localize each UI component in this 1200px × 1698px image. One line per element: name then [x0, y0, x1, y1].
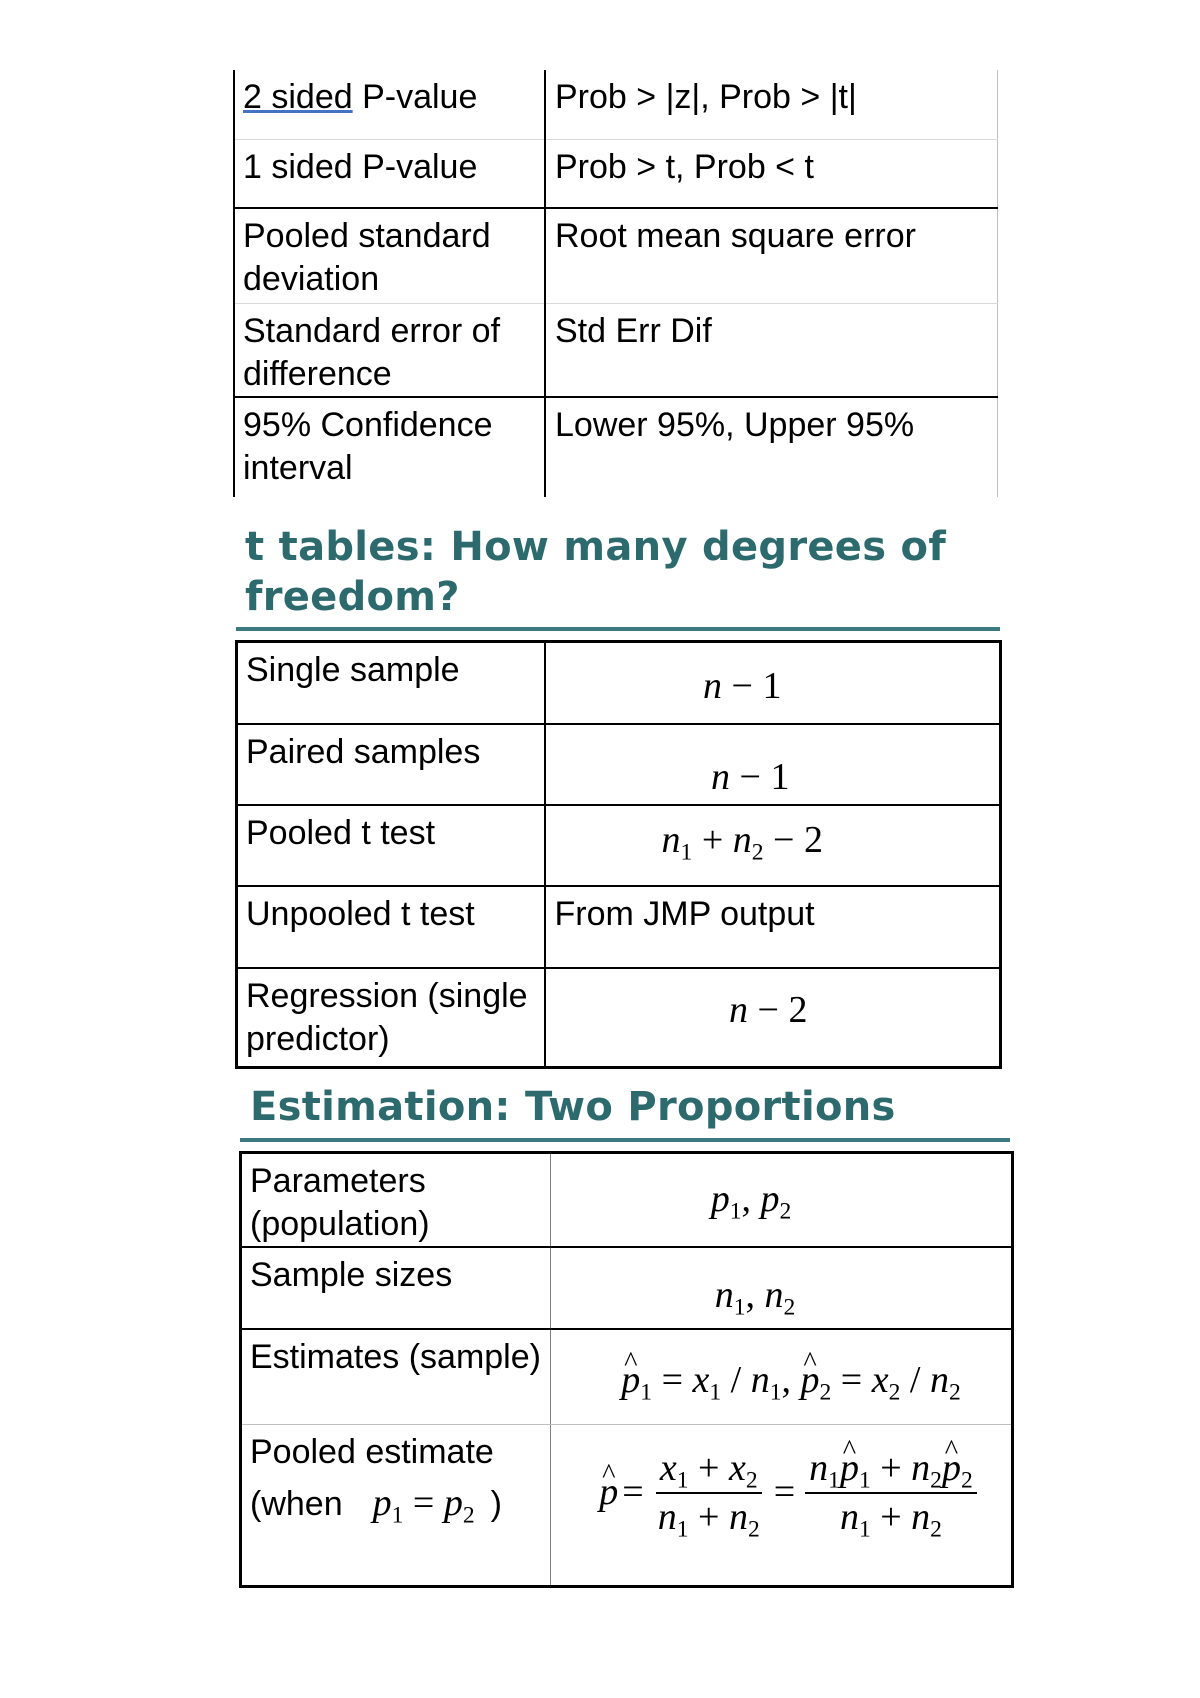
- df-table: [235, 640, 1002, 1069]
- proportion-label-cell: [241, 1424, 551, 1586]
- term-cell: Standard error of difference: [234, 303, 545, 397]
- pooled-condition-suffix: ): [490, 1484, 502, 1523]
- table-row: [237, 642, 1001, 724]
- pooled-estimate-formula: ^ p = $\frac{x_1 + x_2}{n_1 + n_2}$ = $\frac{n_1\^{} p_1 + n_2\^{} p_2}{n_1 + n_2}$: [599, 1447, 982, 1539]
- term-cell: 95% Confidence interval: [234, 397, 545, 497]
- term-cell: [234, 70, 545, 139]
- term-cell: 1 sided P-value: [234, 139, 545, 208]
- pooled-condition: [250, 1481, 550, 1529]
- proportion-value-cell: [551, 1247, 1013, 1329]
- t-tables-heading-rule: [236, 627, 1000, 631]
- pooled-estimate-label: Pooled estimate: [250, 1432, 494, 1471]
- estimation-heading-rule: [240, 1138, 1010, 1142]
- df-table-section: [235, 640, 1002, 1069]
- proportion-value-cell: [551, 1153, 1013, 1248]
- df-formula-n-minus-1: n − 1: [711, 756, 790, 798]
- df-formula-cell: [545, 724, 1001, 805]
- table-row: [237, 805, 1001, 886]
- pooled-condition-formula: $p_1 = p_2$: [372, 1481, 475, 1529]
- jmp-terms-table: [233, 70, 998, 497]
- table-row: [234, 139, 997, 208]
- table-row: [241, 1329, 1013, 1424]
- jmp-label-cell: Std Err Dif: [545, 303, 997, 397]
- jmp-label-cell: Lower 95%, Upper 95%: [545, 397, 997, 497]
- pooled-condition-prefix: (when: [250, 1484, 343, 1523]
- proportion-value-cell: [551, 1424, 1013, 1586]
- proportions-table: [239, 1151, 1014, 1588]
- parameters-formula: $p_1$, $p_2$: [710, 1178, 792, 1225]
- df-label-cell: Regression (single predictor): [237, 968, 545, 1068]
- table-row: [237, 724, 1001, 805]
- proportion-value-cell: [551, 1329, 1013, 1424]
- df-formula-cell: [545, 642, 1001, 724]
- table-row: [234, 397, 997, 497]
- table-row: [234, 70, 997, 139]
- df-formula-cell: From JMP output: [545, 886, 1001, 968]
- jmp-label-cell: Prob > t, Prob < t: [545, 139, 997, 208]
- df-label-cell: Pooled t test: [237, 805, 545, 886]
- table-row: [237, 886, 1001, 968]
- table-row: [237, 968, 1001, 1068]
- estimates-formula: ^ $p_1 = x_1 / n_1$, ^ $p_2 = x_2 / n_2$: [621, 1359, 960, 1401]
- df-formula-pooled: $n_1 + n_2 - 2$: [661, 819, 823, 866]
- proportion-label-cell: Parameters (population): [241, 1153, 551, 1248]
- fraction-weighted: $\frac{n_1\^{} p_1 + n_2\^{} p_2}{n_1 + n_2}$: [805, 1447, 977, 1539]
- df-formula-n-minus-2: n − 2: [729, 989, 808, 1032]
- jmp-label-cell: Root mean square error: [545, 208, 997, 303]
- df-label-cell: Single sample: [237, 642, 545, 724]
- df-formula-cell: [545, 968, 1001, 1068]
- df-label-cell: Paired samples: [237, 724, 545, 805]
- jmp-terms-table-section: [233, 70, 998, 497]
- table-row: [241, 1424, 1013, 1586]
- fraction-x1-x2: $\frac{x_1 + x_2}{n_1 + n_2}$: [657, 1446, 760, 1543]
- proportion-label-cell: Estimates (sample): [241, 1329, 551, 1424]
- term-rest-text: P-value: [352, 78, 478, 116]
- sample-sizes-formula: $n_1$, $n_2$: [714, 1274, 796, 1321]
- jmp-label-cell: Prob > |z|, Prob > |t|: [545, 70, 997, 139]
- estimation-heading: Estimation: Two Proportions: [250, 1084, 896, 1130]
- term-underlined-text: 2 sided: [243, 78, 353, 116]
- table-row: [234, 303, 997, 397]
- t-tables-heading: t tables: How many degrees of freedom?: [245, 524, 947, 620]
- proportions-table-section: [239, 1151, 1014, 1588]
- proportion-label-cell: Sample sizes: [241, 1247, 551, 1329]
- df-label-cell: Unpooled t test: [237, 886, 545, 968]
- table-row: [234, 208, 997, 303]
- df-formula-cell: [545, 805, 1001, 886]
- term-cell: Pooled standard deviation: [234, 208, 545, 303]
- table-row: [241, 1247, 1013, 1329]
- df-formula-n-minus-1: n − 1: [703, 664, 782, 707]
- table-row: [241, 1153, 1013, 1248]
